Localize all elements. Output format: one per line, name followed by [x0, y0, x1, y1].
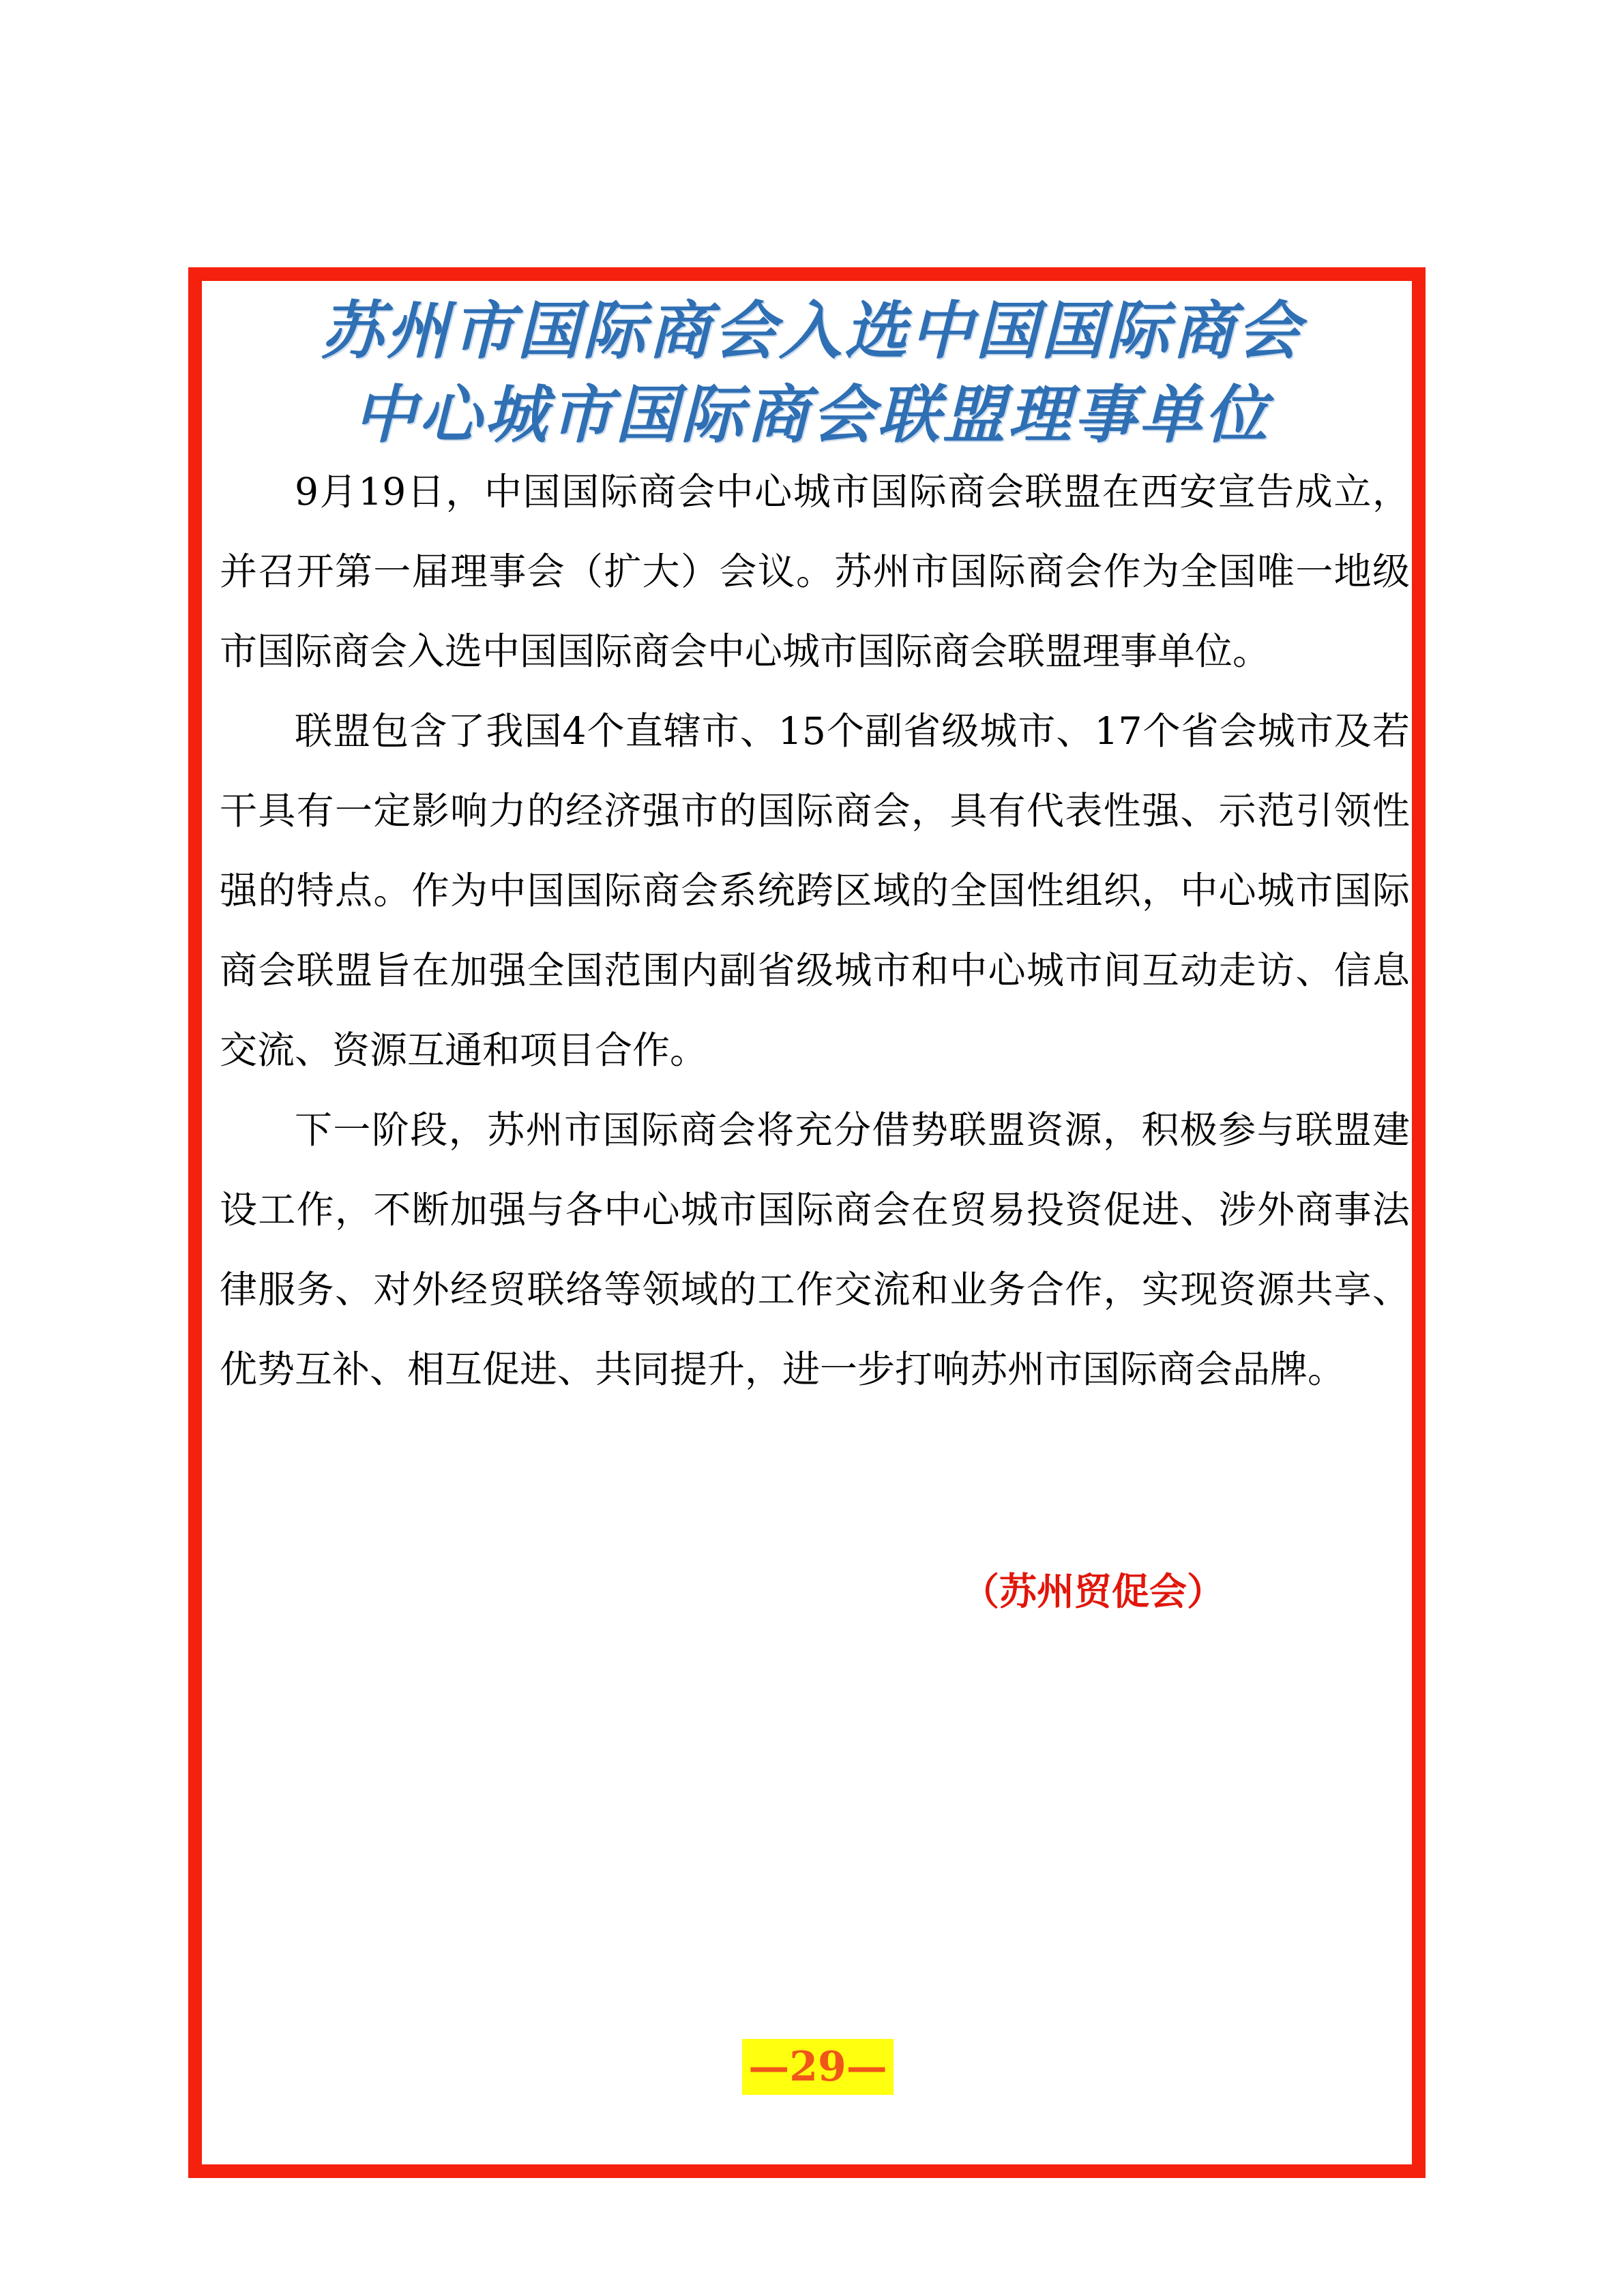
paragraph-2: 联盟包含了我国4个直辖市、15个副省级城市、17个省会城市及若干具有一定影响力的经济强市的国际商会，具有代表性强、示范引领性强的特点。作为中国国际商会系统跨区域的全国性组织，中心城市国际商会联盟旨在加强全国范围内副省级城市和中心城市间互动走访、信息交流、资源互通和项目合作。 — [220, 709, 1410, 1072]
article-title-line-1: 苏州市国际商会入选中国国际商会 — [320, 294, 1303, 368]
source-signature: （苏州贸促会） — [962, 1569, 1225, 1613]
article-body — [220, 452, 1410, 1410]
page-number: —29— — [742, 2039, 894, 2095]
paragraph-3: 下一阶段，苏州市国际商会将充分借势联盟资源，积极参与联盟建设工作，不断加强与各中心城市国际商会在贸易投资促进、涉外商事法律服务、对外经贸联络等领域的工作交流和业务合作，实现资源共享、优势互补、相互促进、共同提升，进一步打响苏州市国际商会品牌。 — [220, 1108, 1410, 1391]
paragraph-1: 9月19日，中国国际商会中心城市国际商会联盟在西安宣告成立，并召开第一届理事会（扩大）会议。苏州市国际商会作为全国唯一地级市国际商会入选中国国际商会中心城市国际商会联盟理事单位。 — [220, 470, 1410, 673]
article-title-line-2: 中心城市国际商会联盟理事单位 — [353, 378, 1270, 451]
